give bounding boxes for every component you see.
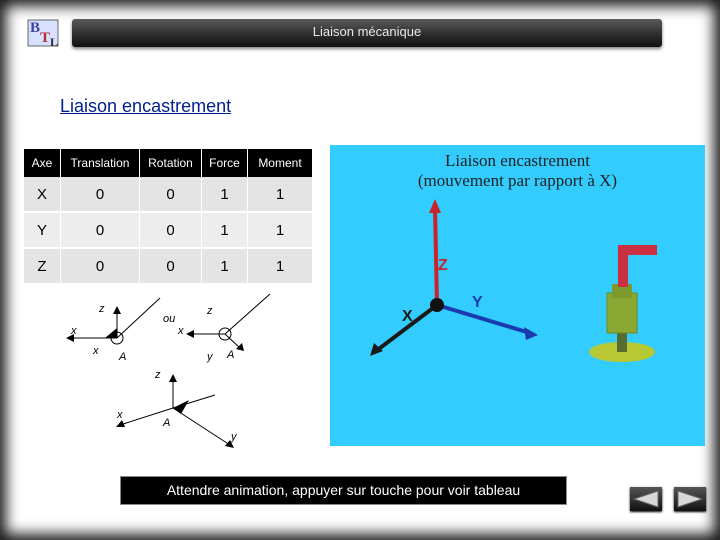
table-cell: 0	[61, 249, 140, 285]
axis-label-x: X	[402, 308, 413, 325]
animation-scene	[330, 145, 705, 446]
diagram-label: z	[207, 305, 213, 317]
table-cell: 0	[61, 213, 140, 249]
diagram-label: y	[207, 351, 213, 363]
diagram-label: x	[93, 345, 99, 357]
table-cell: 1	[248, 213, 313, 249]
nav-previous-button[interactable]	[630, 487, 662, 511]
diagram-label: x	[178, 325, 184, 337]
table-cell: 1	[248, 177, 313, 213]
diagram-label: x	[71, 325, 77, 337]
table-cell: 0	[140, 249, 202, 285]
table-cell: 0	[61, 177, 140, 213]
table-cell: 0	[140, 213, 202, 249]
table-row	[24, 249, 313, 285]
arrow-right-icon	[678, 491, 702, 507]
kinematic-symbol-diagram	[65, 290, 278, 466]
diagram-label: y	[231, 431, 237, 443]
app-title: Liaison mécanique	[312, 24, 422, 39]
table-cell: Y	[24, 213, 61, 249]
diagram-label: A	[119, 351, 127, 363]
table-row	[24, 177, 313, 213]
table-cell: 1	[248, 249, 313, 285]
diagram-label: A	[227, 349, 235, 361]
animation-panel	[330, 145, 705, 446]
diagram-label: x	[117, 409, 123, 421]
table-cell: 1	[202, 249, 248, 285]
table-cell: 1	[202, 177, 248, 213]
col-header-force: Force	[202, 149, 248, 177]
table-cell: 0	[140, 177, 202, 213]
table-cell: 1	[202, 213, 248, 249]
col-header-moment: Moment	[248, 149, 313, 177]
axis-label-y: Y	[472, 294, 483, 311]
col-header-axe: Axe	[24, 149, 61, 177]
nav-next-button[interactable]	[674, 487, 706, 511]
diagram-label: z	[155, 369, 161, 381]
arrow-left-icon	[634, 491, 658, 507]
dof-table	[24, 149, 313, 285]
svg-text:L: L	[50, 35, 59, 49]
diagram-label: z	[99, 303, 105, 315]
table-cell: Z	[24, 249, 61, 285]
diagram-label: ou	[163, 313, 176, 325]
app-logo	[24, 14, 62, 50]
svg-text:B: B	[30, 20, 41, 36]
table-header-row	[24, 149, 313, 177]
table-cell: X	[24, 177, 61, 213]
diagram-label: A	[163, 417, 171, 429]
table-row	[24, 213, 313, 249]
animation-caption-line2: (mouvement par rapport à X)	[417, 171, 618, 190]
col-header-rotation: Rotation	[140, 149, 202, 177]
page-heading: Liaison encastrement	[60, 96, 232, 116]
axis-label-z: Z	[438, 257, 448, 274]
animation-caption-line1: Liaison encastrement	[445, 151, 590, 170]
instruction-banner: Attendre animation, appuyer sur touche pour voir tableau	[120, 476, 567, 505]
svg-text:T: T	[40, 30, 51, 46]
title-bar	[72, 19, 662, 47]
col-header-translation: Translation	[61, 149, 140, 177]
